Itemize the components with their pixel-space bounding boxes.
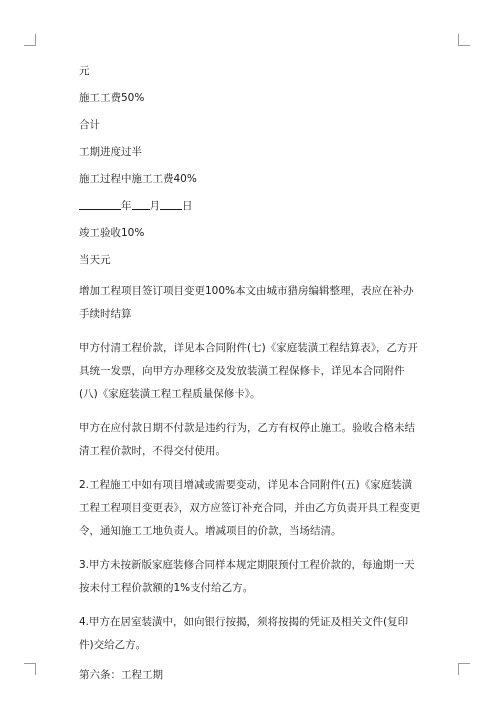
blank-month	[132, 199, 150, 210]
paragraph-final-payment: 甲方付清工程价款，详见本合同附件(七)《家庭装潢工程结算表》，乙方开具统一发票，向甲方办理移交及发放装潢工程保修卡，详见本合同附件(八)《家庭装潢工程工程质量保修卡》。	[79, 342, 418, 400]
line-progress-half: 工期进度过半	[79, 146, 142, 158]
line-construction-fee-50: 施工工费50%	[79, 92, 145, 104]
line-construction-fee-40: 施工过程中施工工费40%	[79, 173, 197, 185]
paragraph-overdue-penalty: 3.甲方未按新版家庭装修合同样本规定期限预付工程价款的，每逾期一天按未付工程价款额的1%支付给乙方。	[79, 559, 415, 594]
crop-mark-bottom-right	[458, 663, 470, 675]
line-yuan: 元	[79, 65, 90, 77]
crop-mark-bottom-left	[24, 663, 36, 675]
paragraph-item-changes: 2.工程施工中如有项目增减或需要变动，详见本合同附件(五)《家庭装潢工程工程项目变更表》，双方应签订补充合同，并由乙方负责开具工程变更令，通知施工工地负责人。增减项目的价款，当场结清。	[79, 479, 421, 537]
blank-year	[79, 199, 121, 210]
line-total: 合计	[79, 119, 100, 131]
paragraph-late-payment: 甲方在应付款日期不付款是违约行为，乙方有权停止施工。验收合格未结清工程价款时，不得交付使用。	[79, 422, 415, 457]
date-year-label: 年	[121, 200, 132, 212]
paragraph-mortgage: 4.甲方在居室装潢中，如向银行按揭，须将按揭的凭证及相关文件(复印件)交给乙方。	[79, 616, 409, 651]
line-completion-acceptance: 竣工验收10%	[79, 227, 145, 239]
crop-mark-top-left	[24, 34, 36, 46]
paragraph-added-items: 增加工程项目签订项目变更100%本文由城市猎房编辑整理，表应在补办手续时结算	[79, 285, 414, 320]
document-body	[79, 64, 422, 695]
crop-mark-top-right	[458, 34, 470, 46]
date-day-label: 日	[182, 200, 193, 212]
line-date	[79, 199, 422, 213]
line-same-day: 当天元	[79, 254, 111, 266]
section-heading-article-6: 第六条：工程工期	[79, 669, 163, 681]
blank-day	[160, 199, 182, 210]
date-month-label: 月	[149, 200, 160, 212]
